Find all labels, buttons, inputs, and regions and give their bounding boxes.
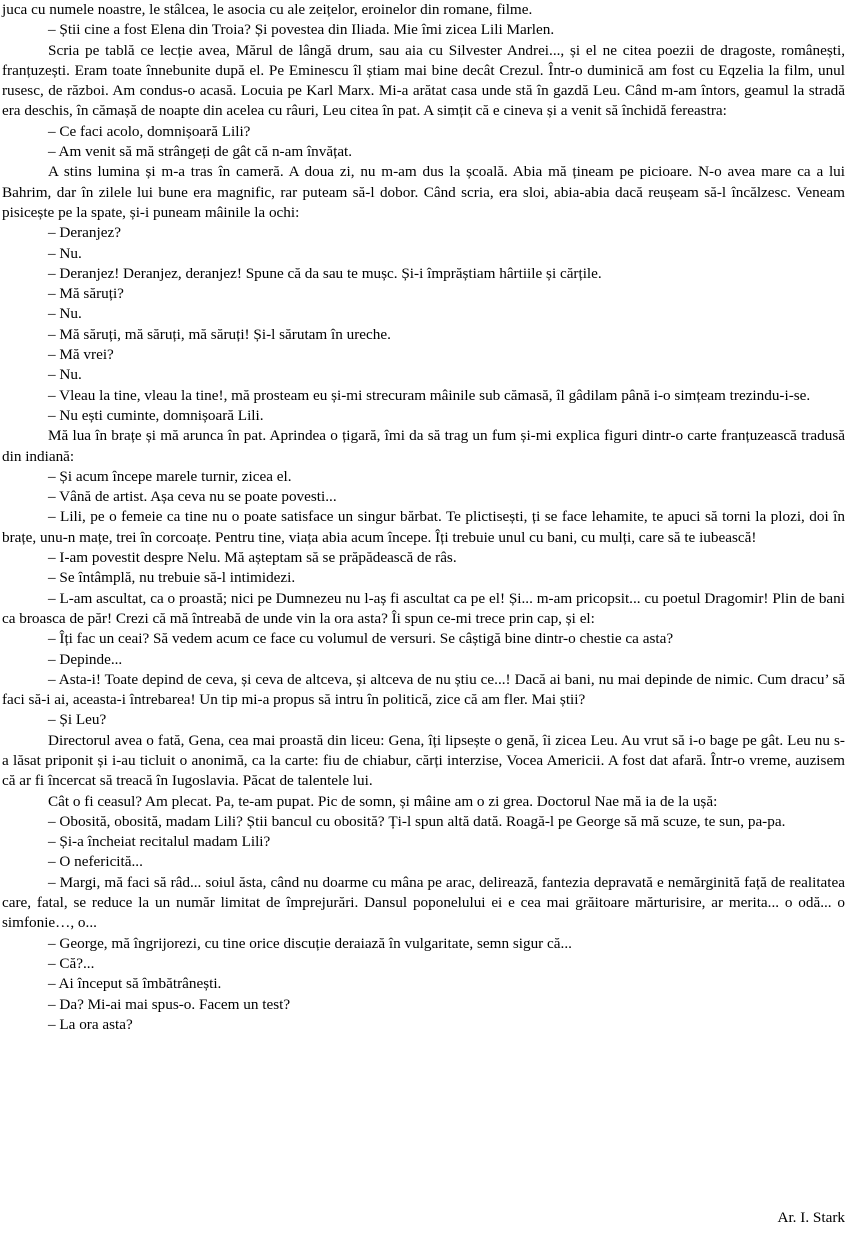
paragraph: – Ce faci acolo, domnișoară Lili? — [48, 122, 251, 140]
paragraph: – Mă săruți? — [48, 285, 124, 303]
paragraph: – I-am povestit despre Nelu. Mă așteptam să se prăpădească de râs. — [48, 549, 457, 567]
paragraph: – Am venit să mă strângeți de gât că n-am învățat. — [48, 143, 353, 161]
paragraph: Cât o fi ceasul? Am plecat. Pa, te-am pupat. Pic de somn, și mâine am o zi grea. Doctorul Nae mă ia de la ușă: — [48, 792, 718, 810]
paragraph: – Îți fac un ceai? Să vedem acum ce face cu volumul de versuri. Se câștigă bine dintr-o chestie ca asta? — [48, 630, 674, 648]
paragraph: – Deranjez! Deranjez, deranjez! Spune că da sau te mușc. Și-i împrăștiam hârtiile și cărțile. — [48, 264, 602, 282]
paragraph: – Margi, mă faci să râd... soiul ăsta, când nu doarme cu mâna pe arac, delirează, fantezia depravată e nemărginită față de realitatea care, fatal, se reduce la un număr limitat de împrejurări. Dansul poponelului ei e cea mai grăitoare mărturisire, ar merita... o odă... o simfonie…, o... — [2, 873, 845, 932]
paragraph: – Da? Mi-ai mai spus-o. Facem un test? — [48, 995, 291, 1013]
paragraph: – Vână de artist. Așa ceva nu se poate povesti... — [48, 488, 337, 506]
paragraph: Scria pe tablă ce lecție avea, Mărul de lângă drum, sau aia cu Silvester Andrei..., și el ne citea poezii de dragoste, românești, franțuzești. Eram toate înnebunite după el. Pe Eminescu îl știam mai bine decât Crezul. Într-o duminică am fost cu Eqzelia la film, unul rusesc, de război. Am condus-o acasă. Locuia pe Karl Marx. Mi-a arătat casa unde stă în gazdă Leu. Când m-am întors, geamul la stradă era deschis, în cămașă de noapte din acelea cu râuri, Leu citea în pat. A simțit că e cineva și a venit să închidă fereastra: — [2, 41, 845, 120]
paragraph: – Deranjez? — [48, 224, 121, 242]
paragraph: Mă lua în brațe și mă arunca în pat. Aprindea o țigară, îmi da să trag un fum și-mi explica figuri dintr-o carte franțuzească tradusă din indiană: — [2, 427, 845, 465]
paragraph: – Obosită, obosită, madam Lili? Știi bancul cu obosită? Ți-l spun altă dată. Roagă-l pe George să mă scuze, te sun, pa-pa. — [48, 812, 786, 830]
paragraph: – O nefericită... — [48, 853, 143, 871]
paragraph: – Și Leu? — [48, 711, 107, 729]
paragraph: Directorul avea o fată, Gena, cea mai proastă din liceu: Gena, îți lipsește o genă, îi zicea Leu. Au vrut să i-o bage pe gât. Leu nu s-a lăsat priponit și i-au ticluit o anonimă, ca la carte: fiu de chiabur, cărți interzise, Vocea Americii. A fost dat afară. Într-o vreme, auzisem că ar fi încercat să treacă în Iugoslavia. Păcat de talentele lui. — [2, 731, 845, 790]
paragraph: – Nu ești cuminte, domnișoară Lili. — [48, 406, 264, 424]
paragraph: – Depinde... — [48, 650, 123, 668]
paragraph: – Și acum începe marele turnir, zicea el. — [48, 467, 292, 485]
paragraph: – George, mă îngrijorezi, cu tine orice discuție deraiază în vulgaritate, semn sigur că... — [48, 934, 572, 952]
paragraph: juca cu numele noastre, le stâlcea, le asocia cu ale zeițelor, eroinelor din romane, filme. — [2, 1, 533, 18]
body-text — [2, 0, 845, 1035]
paragraph: – Știi cine a fost Elena din Troia? Și povestea din Iliada. Mie îmi zicea Lili Marlen. — [48, 21, 555, 39]
paragraph: A stins lumina și m-a tras în cameră. A doua zi, nu m-am dus la școală. Abia mă țineam pe picioare. N-o avea mare ca a lui Bahrim, dar în zilele lui bune era magnific, rar puteam să-l dobor. Când scria, era sloi, abia-abia dacă reușeam să-l încălzesc. Veneam pisicește pe la spate, și-i puneam mâinile la ochi: — [2, 163, 845, 221]
paragraph: – La ora asta? — [48, 1015, 133, 1033]
paragraph: – Asta-i! Toate depind de ceva, și ceva de altceva, și altceva de nu știu ce...! Dacă ai bani, nu mai depinde de nimic. Cum dracu’ să faci să-i ai, aceasta-i întrebarea! Un tip mi-a propus să intru în politică, zice că am fler. Mai știi? — [2, 670, 845, 709]
author-signature: Ar. I. Stark — [777, 1209, 845, 1226]
paragraph: – Nu. — [48, 244, 82, 262]
paragraph: – Nu. — [48, 366, 82, 384]
paragraph: – Mă vrei? — [48, 346, 114, 364]
paragraph: – Mă săruți, mă săruți, mă săruți! Și-l sărutam în ureche. — [48, 325, 391, 343]
paragraph: – Lili, pe o femeie ca tine nu o poate satisface un singur bărbat. Te plictisești, ți se face lehamite, te apuci să torni la plozi, doi în brațe, unu-n mațe, trei în corcoațe. Pentru tine, viața abia acum începe. Îți trebuie unul cu bani, cu mulți, care să te iubească! — [2, 508, 845, 546]
paragraph: – Și-a încheiat recitalul madam Lili? — [48, 833, 271, 851]
paragraph: – Vleau la tine, vleau la tine!, mă prosteam eu și-mi strecuram mâinile sub cămasă, îl gâdilam până i-o simțeam trezindu-i-se. — [48, 386, 811, 404]
paragraph: – L-am ascultat, ca o proastă; nici pe Dumnezeu nu l-aș fi ascultat ca pe el! Și... m-am pricopsit... cu poetul Dragomir! Plin de bani ca broasca de păr! Crezi că mă întreabă de unde vin la ora asta? Îi spun ce-mi trece prin cap, și el: — [2, 589, 845, 627]
paragraph: – Că?... — [48, 954, 95, 972]
paragraph: – Se întâmplă, nu trebuie să-l intimidezi. — [48, 569, 296, 587]
paragraph: – Nu. — [48, 305, 82, 323]
paragraph: – Ai început să îmbătrânești. — [48, 975, 222, 993]
